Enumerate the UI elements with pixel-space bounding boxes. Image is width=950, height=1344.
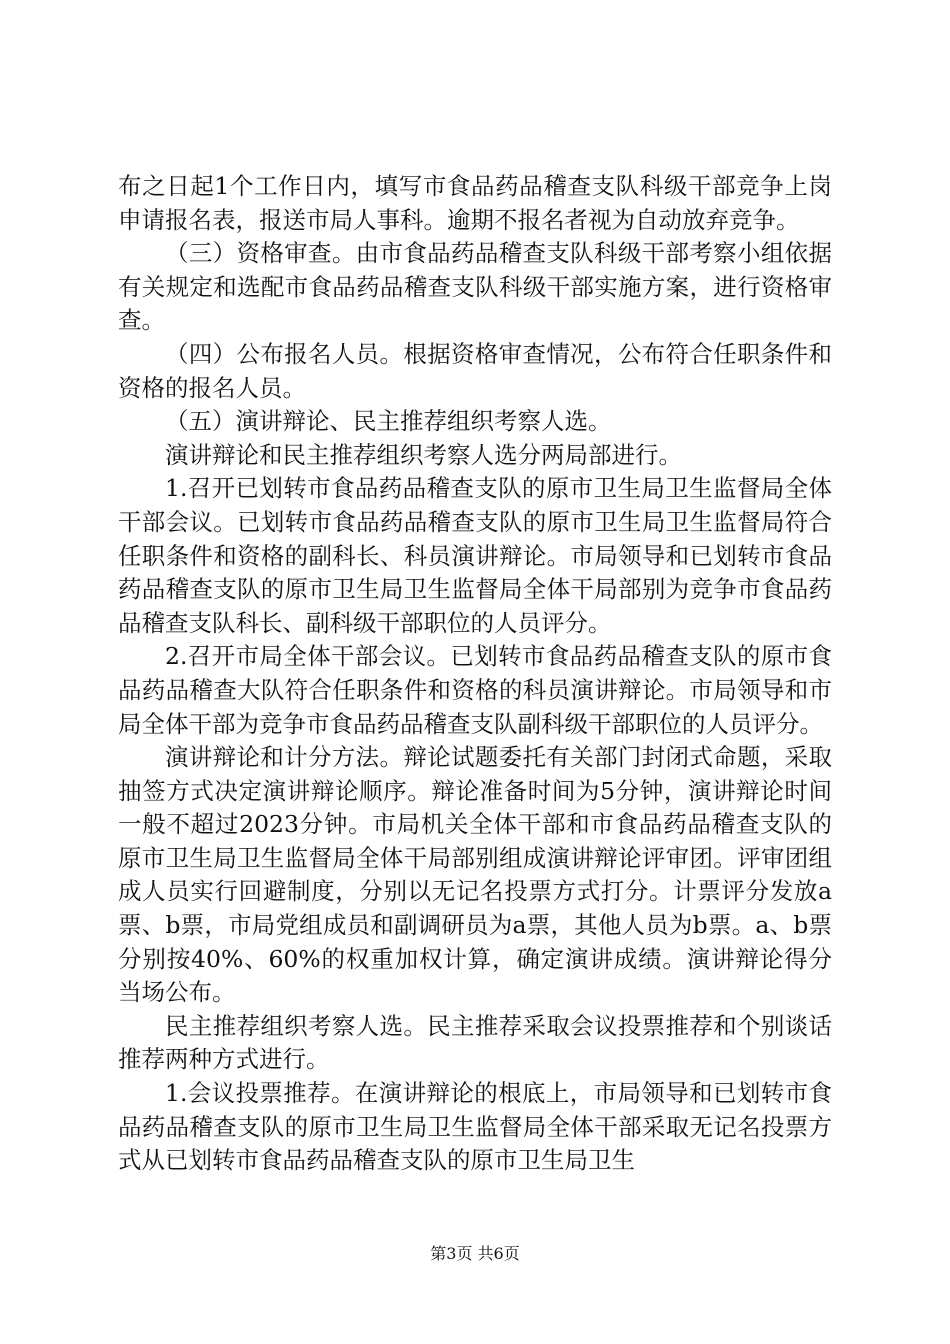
paragraph-6: 1.召开已划转市食品药品稽查支队的原市卫生局卫生监督局全体干部会议。已划转市食品药品稽查支队的原市卫生局卫生监督局符合任职条件和资格的副科长、科员演讲辩论。市局领导和已划转市食品药品稽查支队的原市卫生局卫生监督局全体干局部别为竞争市食品药品稽查支队科长、副科级干部职位的人员评分。: [118, 474, 832, 637]
document-body: [118, 170, 832, 1178]
paragraph-9: 民主推荐组织考察人选。民主推荐采取会议投票推荐和个别谈话推荐两种方式进行。: [118, 1011, 832, 1074]
paragraph-4: （五）演讲辩论、民主推荐组织考察人选。: [165, 407, 612, 436]
paragraph-7: 2.召开市局全体干部会议。已划转市食品药品稽查支队的原市食品药品稽查大队符合任职条件和资格的科员演讲辩论。市局领导和市局全体干部为竞争市食品药品稽查支队副科级干部职位的人员评分。: [118, 642, 832, 738]
paragraph-1: 布之日起1个工作日内，填写市食品药品稽查支队科级干部竞争上岗申请报名表，报送市局人事科。逾期不报名者视为自动放弃竞争。: [118, 172, 832, 234]
paragraph-5: 演讲辩论和民主推荐组织考察人选分两局部进行。: [165, 440, 682, 469]
paragraph-2: （三）资格审查。由市食品药品稽查支队科级干部考察小组依据有关规定和选配市食品药品稽查支队科级干部实施方案，进行资格审查。: [118, 239, 832, 335]
paragraph-3: （四）公布报名人员。根据资格审查情况，公布符合任职条件和资格的报名人员。: [118, 339, 832, 402]
page-footer: 第3页 共6页: [430, 1244, 520, 1263]
paragraph-8: 演讲辩论和计分方法。辩论试题委托有关部门封闭式命题，采取抽签方式决定演讲辩论顺序。辩论准备时间为5分钟，演讲辩论时间一般不超过2023分钟。市局机关全体干部和市食品药品稽查支队的原市卫生局卫生监督局全体干局部别组成演讲辩论评审团。评审团组成人员实行回避制度，分别以无记名投票方式打分。计票评分发放a票、b票，市局党组成员和副调研员为a票，其他人员为b票。a、b票分别按40%、60%的权重加权计算，确定演讲成绩。演讲辩论得分当场公布。: [118, 743, 832, 1007]
paragraph-10: 1.会议投票推荐。在演讲辩论的根底上，市局领导和已划转市食品药品稽查支队的原市卫生局卫生监督局全体干部采取无记名投票方式从已划转市食品药品稽查支队的原市卫生局卫生: [118, 1079, 832, 1175]
